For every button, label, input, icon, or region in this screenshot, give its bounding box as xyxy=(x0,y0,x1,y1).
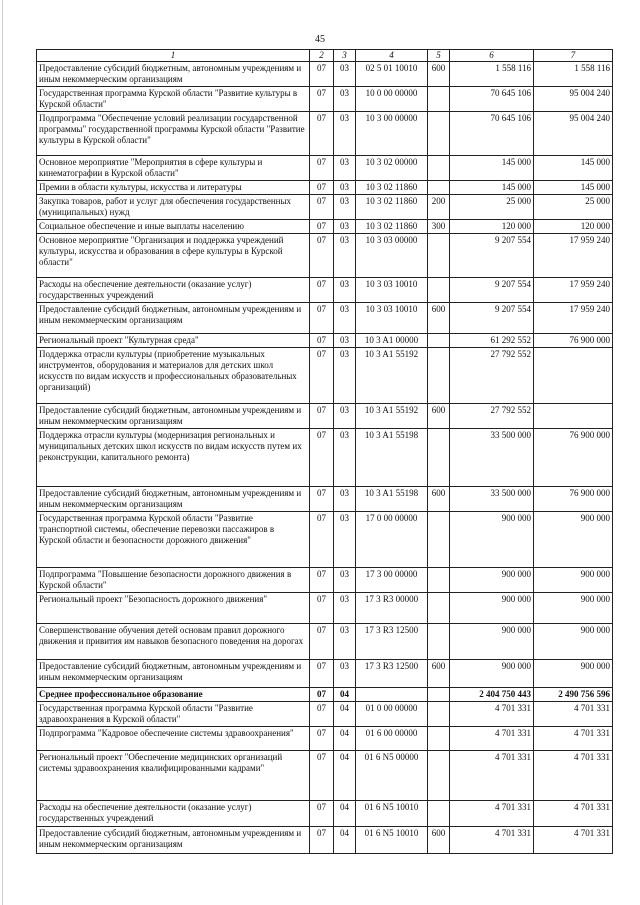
row-section: 07 xyxy=(310,801,334,827)
table-row xyxy=(37,303,613,334)
row-target-article: 17 3 R3 00000 xyxy=(356,593,428,624)
row-subsection: 03 xyxy=(334,195,356,220)
row-target-article: 10 3 A1 55192 xyxy=(356,348,428,404)
scan-edge xyxy=(2,0,3,905)
row-amount-year-1: 4 701 331 xyxy=(450,702,534,727)
row-subsection: 03 xyxy=(334,334,356,348)
row-subsection: 03 xyxy=(334,87,356,112)
row-amount-year-1: 61 292 552 xyxy=(450,334,534,348)
row-amount-year-2: 145 000 xyxy=(534,156,613,181)
table-row xyxy=(37,429,613,487)
row-subsection: 03 xyxy=(334,404,356,429)
row-subsection: 03 xyxy=(334,348,356,404)
row-amount-year-1: 9 207 554 xyxy=(450,303,534,334)
row-name: Расходы на обеспечение деятельности (оказание услуг) государственных учреждений xyxy=(37,278,310,303)
row-expense-type xyxy=(428,512,450,568)
row-target-article: 10 3 03 00000 xyxy=(356,234,428,278)
row-name: Региональный проект "Безопасность дорожного движения" xyxy=(37,593,310,624)
row-section: 07 xyxy=(310,234,334,278)
row-subsection: 03 xyxy=(334,112,356,156)
table-row xyxy=(37,278,613,303)
row-amount-year-1: 4 701 331 xyxy=(450,801,534,827)
row-expense-type xyxy=(428,334,450,348)
row-name: Подпрограмма "Повышение безопасности дорожного движения в Курской области" xyxy=(37,568,310,593)
row-amount-year-1: 27 792 552 xyxy=(450,348,534,404)
row-expense-type: 600 xyxy=(428,487,450,512)
row-amount-year-1: 120 000 xyxy=(450,220,534,234)
row-amount-year-2: 120 000 xyxy=(534,220,613,234)
row-section: 07 xyxy=(310,429,334,487)
row-subsection: 03 xyxy=(334,303,356,334)
row-amount-year-1: 1 558 116 xyxy=(450,62,534,87)
table-row xyxy=(37,181,613,195)
row-target-article: 10 3 A1 55198 xyxy=(356,429,428,487)
row-name: Премии в области культуры, искусства и литературы xyxy=(37,181,310,195)
row-amount-year-1: 4 701 331 xyxy=(450,727,534,751)
table-row xyxy=(37,334,613,348)
row-name: Предоставление субсидий бюджетным, автономным учреждениям и иным некоммерческим организациям xyxy=(37,827,310,854)
header-col-4: 4 xyxy=(356,50,428,62)
row-section: 07 xyxy=(310,702,334,727)
row-amount-year-2: 2 490 756 596 xyxy=(534,688,613,702)
table-row xyxy=(37,220,613,234)
row-name: Поддержка отрасли культуры (модернизация региональных и муниципальных детских школ искусств по видам искусств путем их реконструкции, капитального ремонта) xyxy=(37,429,310,487)
row-amount-year-1: 2 404 750 443 xyxy=(450,688,534,702)
row-target-article: 01 6 00 00000 xyxy=(356,727,428,751)
row-amount-year-2: 76 900 000 xyxy=(534,334,613,348)
table-row xyxy=(37,487,613,512)
row-amount-year-2 xyxy=(534,348,613,404)
table-row xyxy=(37,593,613,624)
table-row xyxy=(37,624,613,660)
row-target-article: 10 3 A1 00000 xyxy=(356,334,428,348)
row-subsection: 03 xyxy=(334,62,356,87)
row-expense-type: 600 xyxy=(428,404,450,429)
row-amount-year-2: 900 000 xyxy=(534,512,613,568)
row-subsection: 04 xyxy=(334,801,356,827)
row-amount-year-1: 145 000 xyxy=(450,181,534,195)
row-amount-year-2: 17 959 240 xyxy=(534,278,613,303)
row-section: 07 xyxy=(310,87,334,112)
row-name: Социальное обеспечение и иные выплаты населению xyxy=(37,220,310,234)
row-target-article: 10 3 02 11860 xyxy=(356,181,428,195)
row-name: Среднее профессиональное образование xyxy=(37,688,310,702)
row-amount-year-1: 4 701 331 xyxy=(450,827,534,854)
row-amount-year-1: 70 645 106 xyxy=(450,112,534,156)
row-section: 07 xyxy=(310,751,334,801)
row-amount-year-2: 900 000 xyxy=(534,593,613,624)
table-row xyxy=(37,751,613,801)
row-target-article: 10 3 03 10010 xyxy=(356,303,428,334)
row-amount-year-2: 17 959 240 xyxy=(534,234,613,278)
row-expense-type xyxy=(428,624,450,660)
row-amount-year-2: 1 558 116 xyxy=(534,62,613,87)
table-row xyxy=(37,702,613,727)
row-target-article: 17 3 R3 12500 xyxy=(356,624,428,660)
table-row xyxy=(37,404,613,429)
row-expense-type xyxy=(428,702,450,727)
row-subsection: 03 xyxy=(334,487,356,512)
table-row xyxy=(37,827,613,854)
table-row xyxy=(37,688,613,702)
row-target-article: 10 3 00 00000 xyxy=(356,112,428,156)
row-target-article: 10 3 A1 55192 xyxy=(356,404,428,429)
row-section: 07 xyxy=(310,303,334,334)
row-amount-year-2: 900 000 xyxy=(534,660,613,688)
row-section: 07 xyxy=(310,512,334,568)
row-amount-year-2: 4 701 331 xyxy=(534,702,613,727)
row-name: Подпрограмма "Кадровое обеспечение системы здравоохранения" xyxy=(37,727,310,751)
row-amount-year-1: 9 207 554 xyxy=(450,234,534,278)
row-subsection: 03 xyxy=(334,181,356,195)
table-row xyxy=(37,801,613,827)
table-row xyxy=(37,62,613,87)
row-section: 07 xyxy=(310,568,334,593)
header-col-6: 6 xyxy=(450,50,534,62)
row-section: 07 xyxy=(310,348,334,404)
row-subsection: 03 xyxy=(334,593,356,624)
table-row xyxy=(37,87,613,112)
table-row xyxy=(37,727,613,751)
row-expense-type: 300 xyxy=(428,220,450,234)
row-target-article: 17 3 R3 12500 xyxy=(356,660,428,688)
row-subsection: 03 xyxy=(334,568,356,593)
row-amount-year-2: 4 701 331 xyxy=(534,827,613,854)
row-expense-type xyxy=(428,87,450,112)
row-amount-year-1: 25 000 xyxy=(450,195,534,220)
row-target-article: 10 3 02 11860 xyxy=(356,195,428,220)
row-amount-year-2 xyxy=(534,404,613,429)
table-row xyxy=(37,112,613,156)
row-amount-year-1: 900 000 xyxy=(450,512,534,568)
row-target-article: 17 3 00 00000 xyxy=(356,568,428,593)
row-section: 07 xyxy=(310,688,334,702)
row-name: Предоставление субсидий бюджетным, автономным учреждениям и иным некоммерческим организациям xyxy=(37,303,310,334)
row-expense-type xyxy=(428,593,450,624)
row-section: 07 xyxy=(310,156,334,181)
row-amount-year-1: 900 000 xyxy=(450,568,534,593)
row-section: 07 xyxy=(310,727,334,751)
row-amount-year-2: 76 900 000 xyxy=(534,487,613,512)
row-subsection: 04 xyxy=(334,751,356,801)
row-target-article: 01 6 N5 10010 xyxy=(356,827,428,854)
row-name: Поддержка отрасли культуры (приобретение музыкальных инструментов, оборудования и материалов для детских школ искусств по видам искусств и профессиональных образовательных организаций) xyxy=(37,348,310,404)
row-section: 07 xyxy=(310,62,334,87)
row-expense-type xyxy=(428,688,450,702)
row-amount-year-2: 95 004 240 xyxy=(534,112,613,156)
row-subsection: 03 xyxy=(334,234,356,278)
row-expense-type xyxy=(428,429,450,487)
row-expense-type xyxy=(428,348,450,404)
row-amount-year-2: 17 959 240 xyxy=(534,303,613,334)
row-section: 07 xyxy=(310,593,334,624)
row-target-article: 10 3 02 00000 xyxy=(356,156,428,181)
header-col-5: 5 xyxy=(428,50,450,62)
row-expense-type: 600 xyxy=(428,303,450,334)
row-amount-year-2: 25 000 xyxy=(534,195,613,220)
header-col-7: 7 xyxy=(534,50,613,62)
table-row xyxy=(37,348,613,404)
row-target-article: 10 0 00 00000 xyxy=(356,87,428,112)
row-name: Региональный проект "Обеспечение медицинских организаций системы здравоохранения квалифицированными кадрами" xyxy=(37,751,310,801)
row-amount-year-1: 145 000 xyxy=(450,156,534,181)
row-name: Предоставление субсидий бюджетным, автономным учреждениям и иным некоммерческим организациям xyxy=(37,404,310,429)
row-amount-year-2: 4 701 331 xyxy=(534,801,613,827)
row-section: 07 xyxy=(310,112,334,156)
row-expense-type xyxy=(428,568,450,593)
table-row xyxy=(37,195,613,220)
row-amount-year-2: 900 000 xyxy=(534,624,613,660)
row-amount-year-2: 900 000 xyxy=(534,568,613,593)
page-number: 45 xyxy=(315,34,325,45)
row-amount-year-2: 4 701 331 xyxy=(534,727,613,751)
row-name: Региональный проект "Культурная среда" xyxy=(37,334,310,348)
row-amount-year-1: 33 500 000 xyxy=(450,487,534,512)
row-expense-type: 600 xyxy=(428,62,450,87)
row-expense-type xyxy=(428,181,450,195)
row-subsection: 04 xyxy=(334,827,356,854)
row-amount-year-2: 145 000 xyxy=(534,181,613,195)
header-row xyxy=(37,50,613,62)
row-name: Совершенствование обучения детей основам правил дорожного движения и привития им навыков безопасного поведения на дорогах xyxy=(37,624,310,660)
row-subsection: 03 xyxy=(334,429,356,487)
row-section: 07 xyxy=(310,404,334,429)
row-amount-year-1: 900 000 xyxy=(450,660,534,688)
row-subsection: 03 xyxy=(334,156,356,181)
row-section: 07 xyxy=(310,181,334,195)
row-target-article: 10 3 02 11860 xyxy=(356,220,428,234)
row-section: 07 xyxy=(310,827,334,854)
header-col-3: 3 xyxy=(334,50,356,62)
row-subsection: 03 xyxy=(334,278,356,303)
row-expense-type xyxy=(428,112,450,156)
row-name: Закупка товаров, работ и услуг для обеспечения государственных (муниципальных) нужд xyxy=(37,195,310,220)
row-name: Основное мероприятие "Мероприятия в сфере культуры и кинематографии в Курской области" xyxy=(37,156,310,181)
row-section: 07 xyxy=(310,487,334,512)
table-row xyxy=(37,234,613,278)
row-amount-year-1: 33 500 000 xyxy=(450,429,534,487)
row-amount-year-1: 70 645 106 xyxy=(450,87,534,112)
row-subsection: 03 xyxy=(334,512,356,568)
row-name: Государственная программа Курской области "Развитие культуры в Курской области" xyxy=(37,87,310,112)
row-amount-year-2: 95 004 240 xyxy=(534,87,613,112)
row-subsection: 04 xyxy=(334,688,356,702)
row-section: 07 xyxy=(310,334,334,348)
row-amount-year-1: 900 000 xyxy=(450,593,534,624)
row-section: 07 xyxy=(310,278,334,303)
row-name: Предоставление субсидий бюджетным, автономным учреждениям и иным некоммерческим организациям xyxy=(37,487,310,512)
row-name: Государственная программа Курской области "Развитие здравоохранения в Курской области" xyxy=(37,702,310,727)
table-row xyxy=(37,568,613,593)
row-amount-year-1: 9 207 554 xyxy=(450,278,534,303)
row-name: Государственная программа Курской области "Развитие транспортной системы, обеспечение перевозки пассажиров в Курской области и безопасности дорожного движения" xyxy=(37,512,310,568)
header-col-1: 1 xyxy=(37,50,310,62)
row-name: Основное мероприятие "Организация и поддержка учреждений культуры, искусства и образования в сфере культуры в Курской области" xyxy=(37,234,310,278)
row-target-article: 02 5 01 10010 xyxy=(356,62,428,87)
row-expense-type xyxy=(428,801,450,827)
row-amount-year-2: 76 900 000 xyxy=(534,429,613,487)
row-target-article: 01 0 00 00000 xyxy=(356,702,428,727)
row-target-article: 10 3 03 10010 xyxy=(356,278,428,303)
table-row xyxy=(37,156,613,181)
row-amount-year-1: 900 000 xyxy=(450,624,534,660)
row-amount-year-2: 4 701 331 xyxy=(534,751,613,801)
table-body xyxy=(37,62,613,854)
row-expense-type: 600 xyxy=(428,827,450,854)
row-expense-type xyxy=(428,234,450,278)
row-target-article: 01 6 N5 00000 xyxy=(356,751,428,801)
table-row xyxy=(37,660,613,688)
table-row xyxy=(37,512,613,568)
row-expense-type xyxy=(428,727,450,751)
row-name: Предоставление субсидий бюджетным, автономным учреждениям и иным некоммерческим организациям xyxy=(37,62,310,87)
row-target-article xyxy=(356,688,428,702)
row-amount-year-1: 27 792 552 xyxy=(450,404,534,429)
row-subsection: 04 xyxy=(334,702,356,727)
row-expense-type xyxy=(428,751,450,801)
row-subsection: 03 xyxy=(334,220,356,234)
row-subsection: 03 xyxy=(334,624,356,660)
row-expense-type: 600 xyxy=(428,660,450,688)
row-target-article: 10 3 A1 55198 xyxy=(356,487,428,512)
row-name: Расходы на обеспечение деятельности (оказание услуг) государственных учреждений xyxy=(37,801,310,827)
row-subsection: 03 xyxy=(334,660,356,688)
budget-table xyxy=(36,49,613,854)
row-section: 07 xyxy=(310,195,334,220)
row-name: Предоставление субсидий бюджетным, автономным учреждениям и иным некоммерческим организациям xyxy=(37,660,310,688)
row-amount-year-1: 4 701 331 xyxy=(450,751,534,801)
row-section: 07 xyxy=(310,660,334,688)
row-expense-type: 200 xyxy=(428,195,450,220)
row-name: Подпрограмма "Обеспечение условий реализации государственной программы" государственной программы Курской области "Развитие культуры в Курской области" xyxy=(37,112,310,156)
row-section: 07 xyxy=(310,220,334,234)
row-subsection: 04 xyxy=(334,727,356,751)
row-section: 07 xyxy=(310,624,334,660)
row-target-article: 01 6 N5 10010 xyxy=(356,801,428,827)
row-expense-type xyxy=(428,278,450,303)
row-expense-type xyxy=(428,156,450,181)
row-target-article: 17 0 00 00000 xyxy=(356,512,428,568)
header-col-2: 2 xyxy=(310,50,334,62)
